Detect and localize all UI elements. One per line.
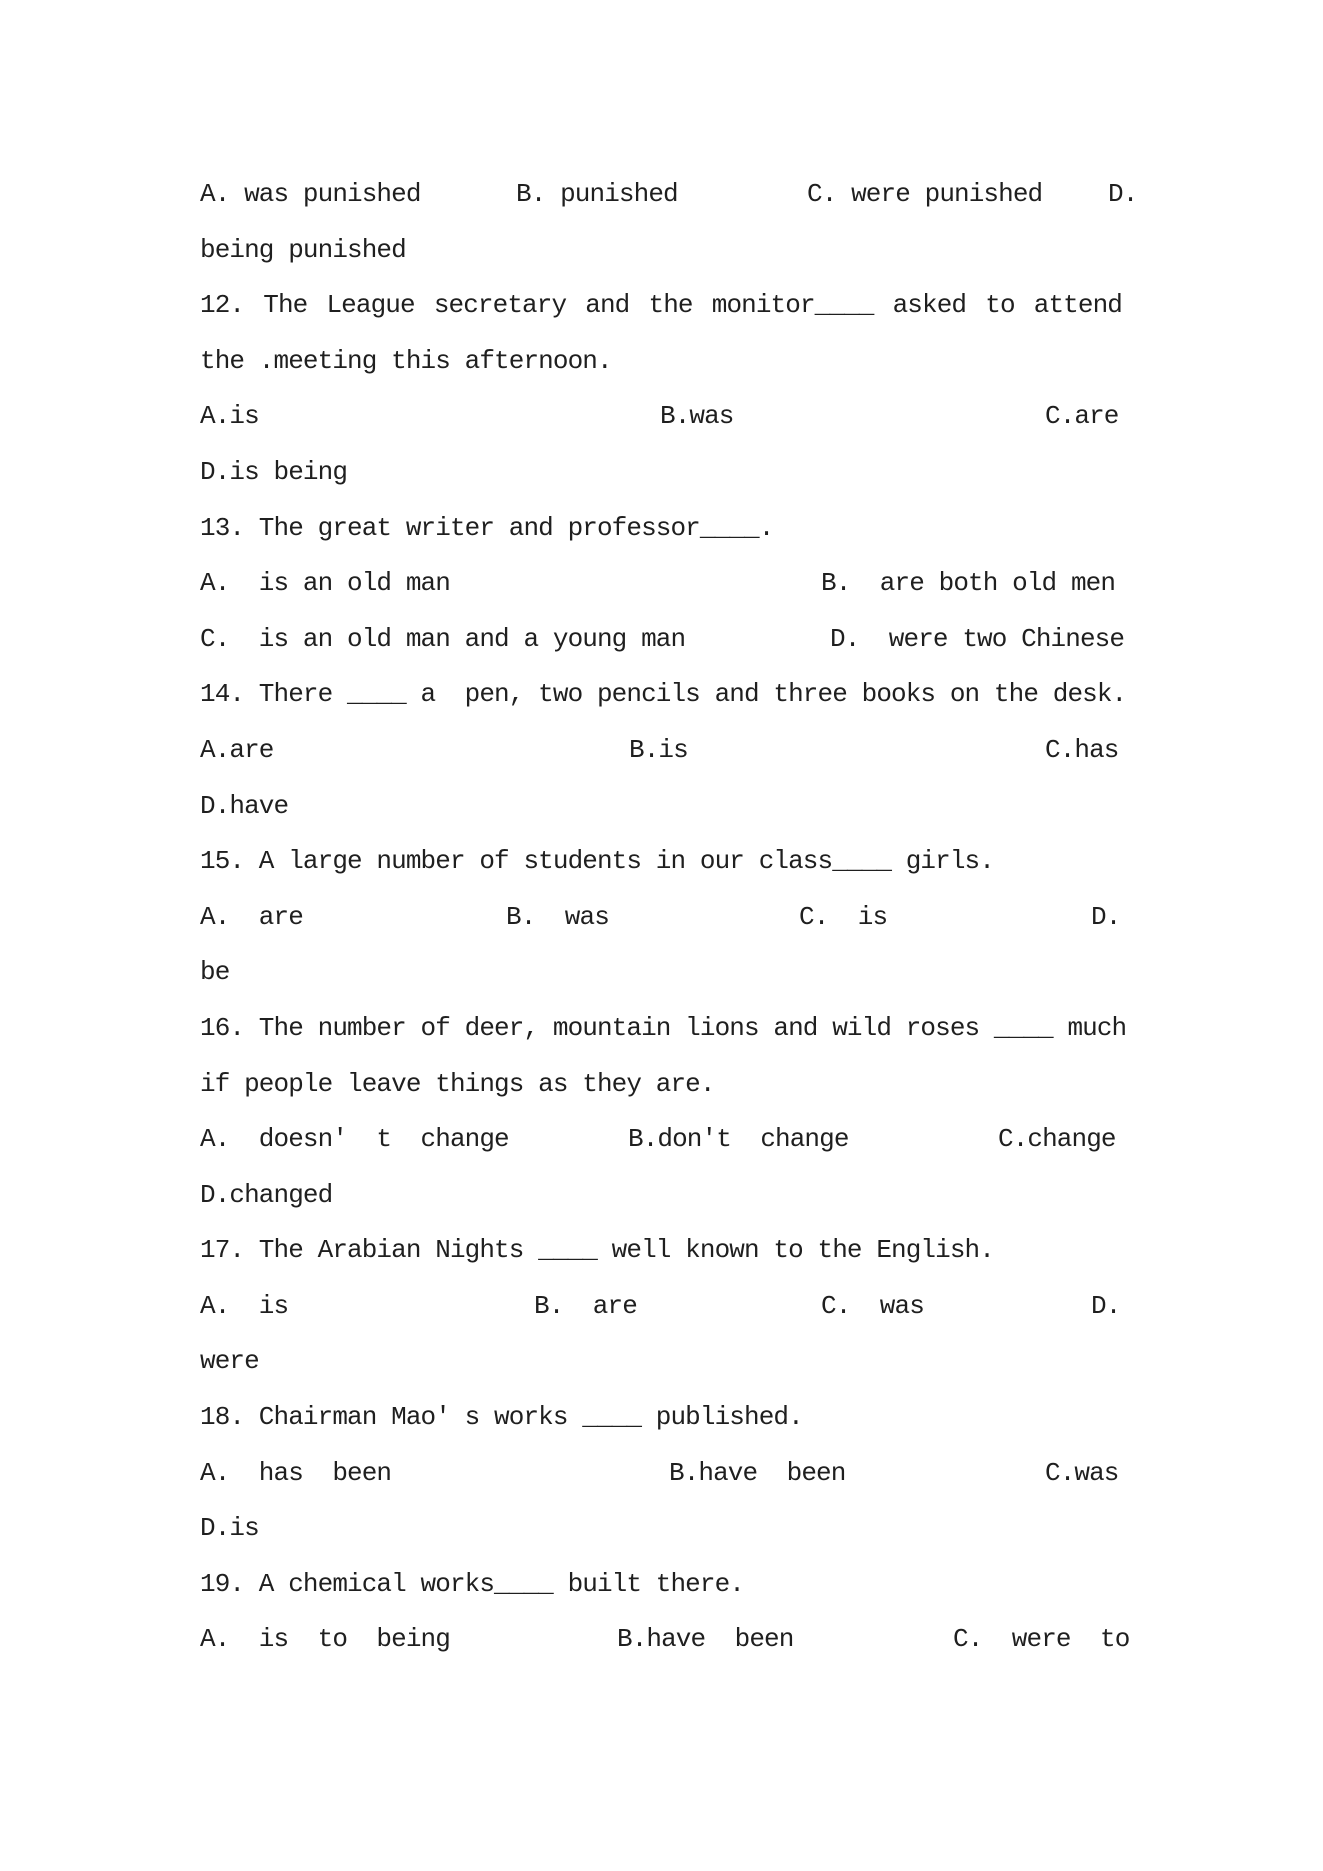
q16-stem-row-1 xyxy=(200,1001,1140,1057)
q18-stem: 18. Chairman Mao' s works ____ published. xyxy=(200,1402,803,1433)
q16-stem-line-1: 16. The number of deer, mountain lions and wild roses ____ much xyxy=(200,1012,1127,1043)
q12-options-row xyxy=(200,389,1140,445)
q15-option-d-text: be xyxy=(200,957,230,988)
q16-option-d-row xyxy=(200,1168,1140,1224)
q14-option-c: C.has xyxy=(1045,734,1119,765)
q18-stem-row xyxy=(200,1390,1140,1446)
q12-stem-row-1 xyxy=(200,278,1140,334)
q13-options-row-1 xyxy=(200,556,1140,612)
q15-option-b: B. was xyxy=(506,901,609,932)
q14-option-d: D.have xyxy=(200,790,289,821)
q12-stem-row-2 xyxy=(200,334,1140,390)
q14-option-b: B.is xyxy=(629,734,688,765)
q15-option-d-row xyxy=(200,945,1140,1001)
q11-option-a: A. was punished xyxy=(200,179,421,209)
q12-stem-line-1: 12. The League secretary and the monitor____ asked to attend xyxy=(200,290,1122,321)
q13-options-row-2 xyxy=(200,612,1140,668)
q17-stem: 17. The Arabian Nights ____ well known to the English. xyxy=(200,1235,994,1266)
q15-stem: 15. A large number of students in our class____ girls. xyxy=(200,846,994,877)
q16-stem-line-2: if people leave things as they are. xyxy=(200,1068,715,1099)
q16-option-c: C.change xyxy=(998,1124,1116,1155)
q14-option-a: A.are xyxy=(200,734,274,765)
q12-stem-line-2: the .meeting this afternoon. xyxy=(200,345,612,376)
q18-option-c: C.was xyxy=(1045,1457,1119,1488)
q18-option-a: A. has been xyxy=(200,1457,392,1488)
q16-options-row xyxy=(200,1112,1140,1168)
q17-option-d-label: D. xyxy=(1091,1290,1121,1321)
q15-option-d-label: D. xyxy=(1091,901,1121,932)
q11-option-c: C. were punished xyxy=(807,179,1043,209)
q15-option-c: C. is xyxy=(799,901,888,932)
q19-option-b: B.have been xyxy=(617,1624,794,1655)
q17-option-d-row xyxy=(200,1334,1140,1390)
q13-stem-row xyxy=(200,501,1140,557)
q11-options-row xyxy=(200,167,1140,223)
q19-stem-row xyxy=(200,1557,1140,1613)
q14-stem-row xyxy=(200,667,1140,723)
q19-option-a: A. is to being xyxy=(200,1624,450,1655)
q17-option-a: A. is xyxy=(200,1290,289,1321)
q16-option-a: A. doesn' t change xyxy=(200,1124,509,1155)
q17-stem-row xyxy=(200,1223,1140,1279)
q19-stem: 19. A chemical works____ built there. xyxy=(200,1568,744,1599)
q14-options-row xyxy=(200,723,1140,779)
q17-option-b: B. are xyxy=(534,1290,637,1321)
q14-stem: 14. There ____ a pen, two pencils and three books on the desk. xyxy=(200,679,1127,710)
q13-option-b: B. are both old men xyxy=(821,568,1116,599)
q12-option-d: D.is being xyxy=(200,456,348,487)
q16-stem-row-2 xyxy=(200,1057,1140,1113)
q15-options-row xyxy=(200,890,1140,946)
q15-stem-row xyxy=(200,834,1140,890)
q13-option-a: A. is an old man xyxy=(200,568,450,599)
q12-option-d-row xyxy=(200,445,1140,501)
q11-option-d-text: being punished xyxy=(200,234,406,265)
q19-options-row xyxy=(200,1612,1140,1668)
q18-option-d: D.is xyxy=(200,1513,259,1544)
question-list xyxy=(200,167,1140,1668)
q18-option-d-row xyxy=(200,1501,1140,1557)
q11-option-d-label: D. xyxy=(1108,179,1138,209)
q15-option-a: A. are xyxy=(200,901,303,932)
q11-option-d-row xyxy=(200,223,1140,279)
q17-options-row xyxy=(200,1279,1140,1335)
q12-option-a: A.is xyxy=(200,401,259,432)
q16-option-b: B.don't change xyxy=(628,1124,849,1155)
q13-stem: 13. The great writer and professor____. xyxy=(200,512,774,543)
q13-option-c: C. is an old man and a young man xyxy=(200,623,686,654)
q19-option-c: C. were to xyxy=(953,1624,1130,1655)
q18-option-b: B.have been xyxy=(669,1457,846,1488)
q13-option-d: D. were two Chinese xyxy=(830,623,1125,654)
q12-option-b: B.was xyxy=(660,401,734,432)
q17-option-c: C. was xyxy=(821,1290,924,1321)
q14-option-d-row xyxy=(200,779,1140,835)
q11-option-b: B. punished xyxy=(516,179,678,209)
q17-option-d-text: were xyxy=(200,1346,259,1377)
q18-options-row xyxy=(200,1446,1140,1502)
q12-option-c: C.are xyxy=(1045,401,1119,432)
q16-option-d: D.changed xyxy=(200,1179,333,1210)
